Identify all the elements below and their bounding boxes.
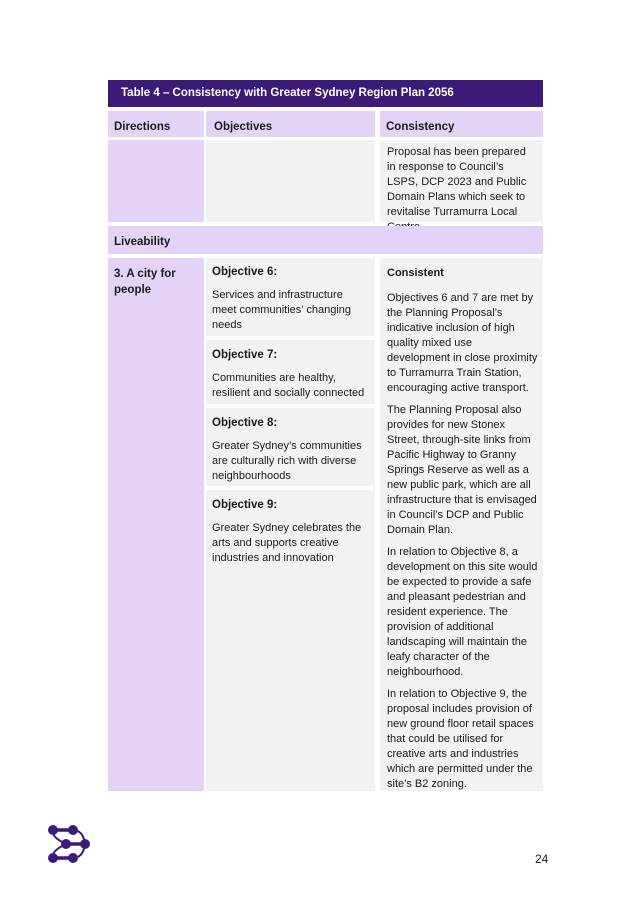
objective-7-title: Objective 7: xyxy=(212,349,278,361)
objective-divider xyxy=(206,336,375,340)
direction-cell xyxy=(108,258,204,791)
header-consistency: Consistency xyxy=(380,111,543,137)
objective-divider xyxy=(206,486,375,490)
objective-9-title: Objective 9: xyxy=(212,499,278,511)
consistency-paragraph: The Planning Proposal also provides for new Stonex Street, through-site links from Pacific Highway to Granny Springs Reserve as well as a new public park, which are all infrastructure that is envisaged in Council’s DCP and Public Domain Plan. xyxy=(387,404,537,536)
objective-8 xyxy=(206,409,375,486)
consistency-cell xyxy=(380,258,543,791)
objective-8-title: Objective 8: xyxy=(212,417,278,429)
continued-direction-cell xyxy=(108,140,204,222)
brand-logo-icon xyxy=(47,825,92,865)
objective-9-text: Greater Sydney celebrates the arts and supports creative industries and innovation xyxy=(212,522,362,564)
page-number: 24 xyxy=(535,852,549,866)
objective-9 xyxy=(206,491,375,791)
objective-divider xyxy=(206,404,375,408)
objective-7-text: Communities are healthy, resilient and socially connected xyxy=(212,372,365,399)
header-directions: Directions xyxy=(108,111,204,137)
section-liveability: Liveability xyxy=(108,226,543,254)
objective-8-text: Greater Sydney’s communities are culturally rich with diverse neighbourhoods xyxy=(212,440,362,482)
objective-7 xyxy=(206,341,375,404)
objective-6 xyxy=(206,258,375,334)
objective-6-title: Objective 6: xyxy=(212,266,278,278)
consistency-status: Consistent xyxy=(387,267,444,279)
continued-consistency-cell: Proposal has been prepared in response to Council’s LSPS, DCP 2023 and Public Domain Plans which seek to revitalise Turramurra Local xyxy=(380,140,543,222)
direction-label: 3. A city for people xyxy=(114,268,176,296)
header-objectives: Objectives xyxy=(206,111,375,137)
table-title: Table 4 – Consistency with Greater Sydney Region Plan 2056 xyxy=(108,80,543,107)
consistency-paragraph: In relation to Objective 8, a development on this site would be expected to provide a safe and pleasant pedestrian and resident experience. The provision of additional landscaping will maintain the leafy character of the neighbourhood. xyxy=(387,546,538,678)
objective-6-text: Services and infrastructure meet communities’ changing needs xyxy=(212,289,351,331)
consistency-paragraph: In relation to Objective 9, the proposal includes provision of new ground floor retail spaces that could be utilised for creative arts and industries which are permitted under the site’s B2 zoning. xyxy=(387,688,534,790)
continued-objective-cell xyxy=(206,140,375,222)
consistency-paragraph: Objectives 6 and 7 are met by the Planning Proposal’s indicative inclusion of high quality mixed use development in close proximity to Turramurra Train Station, encouraging active transport. xyxy=(387,292,538,394)
